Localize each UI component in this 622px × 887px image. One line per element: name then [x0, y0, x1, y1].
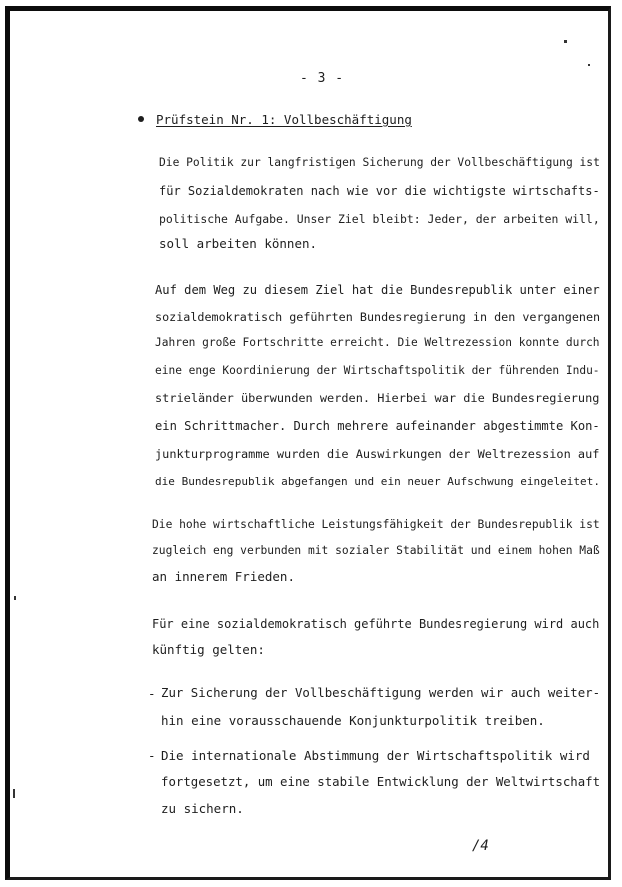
text-line: strieländer überwunden werden. Hierbei war die Bundesregierung: [155, 391, 600, 405]
text-line: Die Politik zur langfristigen Sicherung der Vollbeschäftigung ist: [159, 156, 600, 169]
text-line: politische Aufgabe. Unser Ziel bleibt: Jeder, der arbeiten will,: [159, 212, 600, 226]
scan-speck: [564, 40, 567, 43]
text-line: künftig gelten:: [152, 642, 265, 657]
text-line: für Sozialdemokraten nach wie vor die wichtigste wirtschafts-: [159, 184, 600, 198]
text-line: die Bundesrepublik abgefangen und ein neuer Aufschwung eingeleitet.: [155, 475, 600, 488]
text-line: Jahren große Fortschritte erreicht. Die Weltrezession konnte durch: [155, 336, 600, 349]
text-line: Die internationale Abstimmung der Wirtschaftspolitik wird: [161, 748, 590, 763]
text-line: ein Schrittmacher. Durch mehrere aufeinander abgestimmte Kon-: [155, 419, 600, 433]
page-number: - 3 -: [300, 71, 345, 86]
scan-speck: [13, 789, 15, 798]
scan-speck: [14, 596, 16, 600]
text-line: Zur Sicherung der Vollbeschäftigung werden wir auch weiter-: [161, 686, 601, 700]
heading-text: Prüfstein Nr. 1: Vollbeschäftigung: [156, 112, 412, 127]
dash-marker: -: [148, 686, 156, 701]
text-line: zu sichern.: [161, 801, 244, 816]
continuation-marker: /4: [472, 838, 489, 854]
text-line: Für eine sozialdemokratisch geführte Bundesregierung wird auch: [152, 617, 600, 631]
dash-marker: -: [148, 748, 156, 763]
text-line: sozialdemokratisch geführten Bundesregierung in den vergangenen: [155, 310, 601, 324]
text-line: eine enge Koordinierung der Wirtschaftspolitik der führenden Indu-: [155, 364, 600, 377]
scan-speck: [588, 64, 590, 66]
text-line: zugleich eng verbunden mit sozialer Stabilität und einem hohen Maß: [152, 544, 600, 557]
text-line: Die hohe wirtschaftliche Leistungsfähigkeit der Bundesrepublik ist: [152, 518, 600, 531]
section-heading: [138, 112, 412, 127]
text-line: fortgesetzt, um eine stabile Entwicklung der Weltwirtschaft: [161, 775, 601, 789]
text-line: Auf dem Weg zu diesem Ziel hat die Bundesrepublik unter einer: [155, 283, 600, 297]
text-line: hin eine vorausschauende Konjunkturpolitik treiben.: [161, 713, 545, 728]
text-line: soll arbeiten können.: [159, 236, 318, 251]
bullet-icon: [138, 116, 144, 122]
text-line: junkturprogramme wurden die Auswirkungen der Weltrezession auf: [155, 447, 600, 461]
text-line: an innerem Frieden.: [152, 569, 295, 584]
